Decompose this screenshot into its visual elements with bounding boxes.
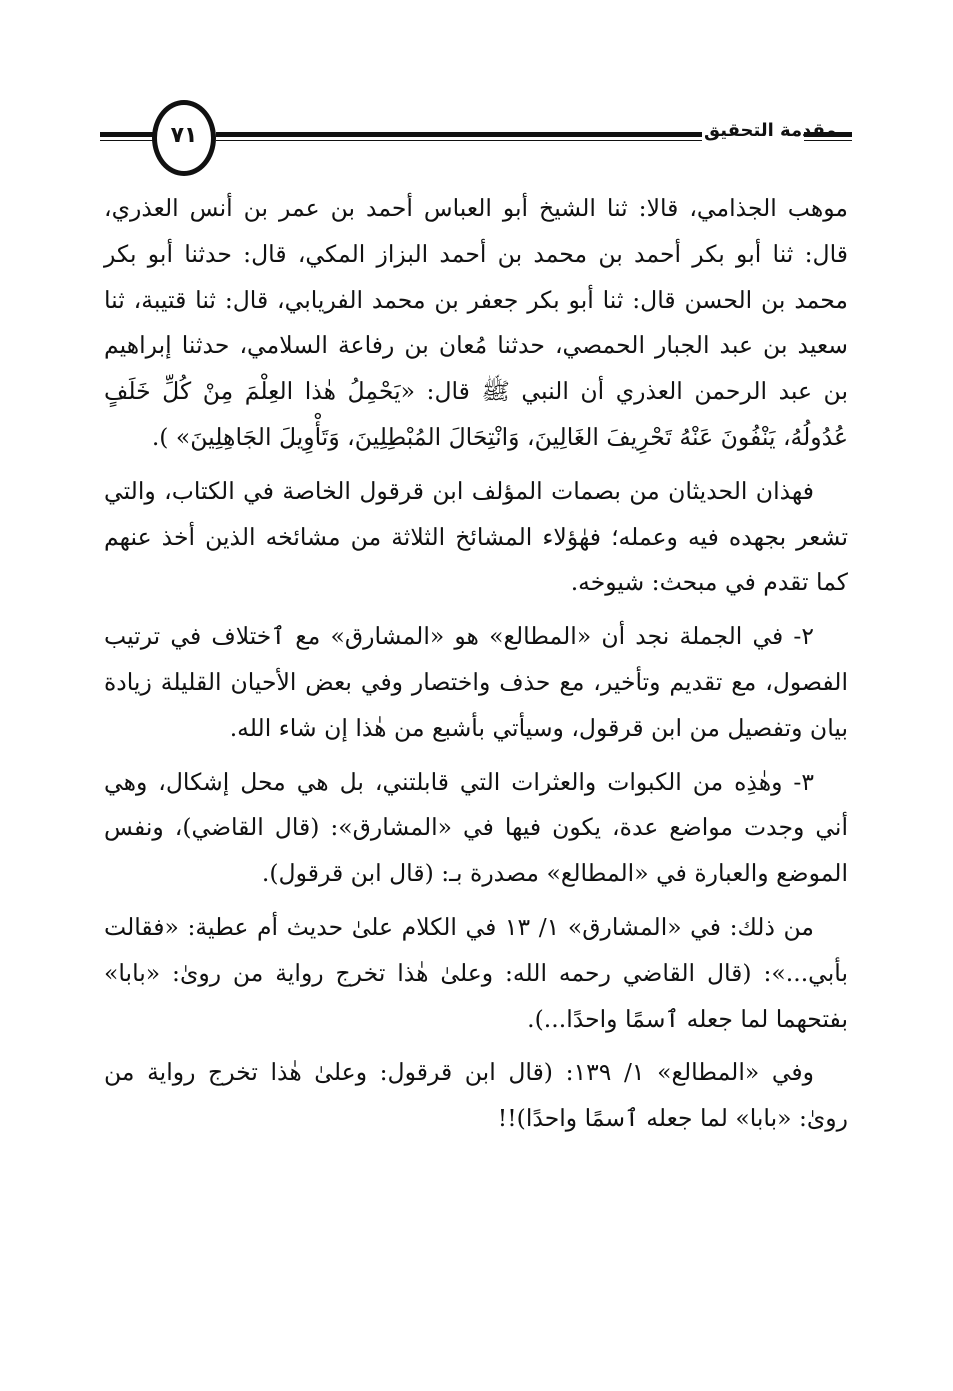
page-header xyxy=(100,98,852,178)
page-number-badge xyxy=(152,100,216,176)
header-rule-right xyxy=(216,132,702,141)
page-number: ٧١ xyxy=(170,122,198,148)
paragraph: من ذلك: في «المشارق» ١/ ١٣ في الكلام علىٰ حديث أم عطية: «فقالت بأبي...»: (قال القاضي رحمه الله: وعلىٰ هٰذا تخرج رواية من روىٰ: «بابا» بفتحهما لما جعله ٱسمًا واحدًا...). xyxy=(104,912,848,1033)
section-title: مقدمة التحقيق xyxy=(704,120,837,141)
paragraph: ٢- في الجملة نجد أن «المطالع» هو «المشارق» مع ٱختلاف في ترتيب الفصول، مع تقديم وتأخير، مع حذف واختصار وفي بعض الأحيان القليلة زيادة بيان وتفصيل من ابن قرقول، وسيأتي بأشبع من هٰذا إن شاء الله. xyxy=(104,622,848,742)
header-rule-tail xyxy=(804,132,852,141)
paragraph: موهب الجذامي، قالا: ثنا الشيخ أبو العباس أحمد بن عمر بن أنس العذري، قال: ثنا أبو بكر أحمد بن محمد بن أحمد البزاز المكي، قال: حدثنا أبو بكر محمد بن الحسن قال: ثنا أبو بكر جعفر بن محمد الفريابي، قال: ثنا قتيبة، ثنا سعيد بن عبد الجبار الحمصي، حدثنا مُعان بن رفاعة السلامي، حدثنا إبراهيم بن عبد الرحمن العذري أن النبي ﷺ قال: «يَحْمِلُ هٰذا العِلْمَ مِنْ كُلِّ خَلَفٍ عُدُولُهُ، يَنْفُونَ عَنْهُ تَحْرِيفَ الغَالِينَ، وَانْتِحَالَ المُبْطِلِينَ، وَتَأْوِيلَ الجَاهِلِينَ» ). xyxy=(104,194,848,451)
body-text xyxy=(104,186,848,1150)
paragraph: وفي «المطالع» ١/ ١٣٩: (قال ابن قرقول: وعلىٰ هٰذا تخرج رواية من روىٰ: «بابا» لما جعله ٱسمًا واحدًا)!! xyxy=(104,1058,848,1133)
paragraph: ٣- وهٰذِه من الكبوات والعثرات التي قابلتني، بل هي محل إشكال، وهي أني وجدت مواضع عدة، يكون فيها في «المشارق»: (قال القاضي)، ونفس الموضع والعبارة في «المطالع» مصدرة بـ: (قال ابن قرقول). xyxy=(104,767,848,888)
paragraph: فهذان الحديثان من بصمات المؤلف ابن قرقول الخاصة في الكتاب، والتي تشعر بجهده فيه وعمله؛ فهٰؤلاء المشائخ الثلاثة من مشائخه الذين أخذ عنهم كما تقدم في مبحث: شيوخه. xyxy=(104,476,848,597)
header-rule-left xyxy=(100,132,156,141)
